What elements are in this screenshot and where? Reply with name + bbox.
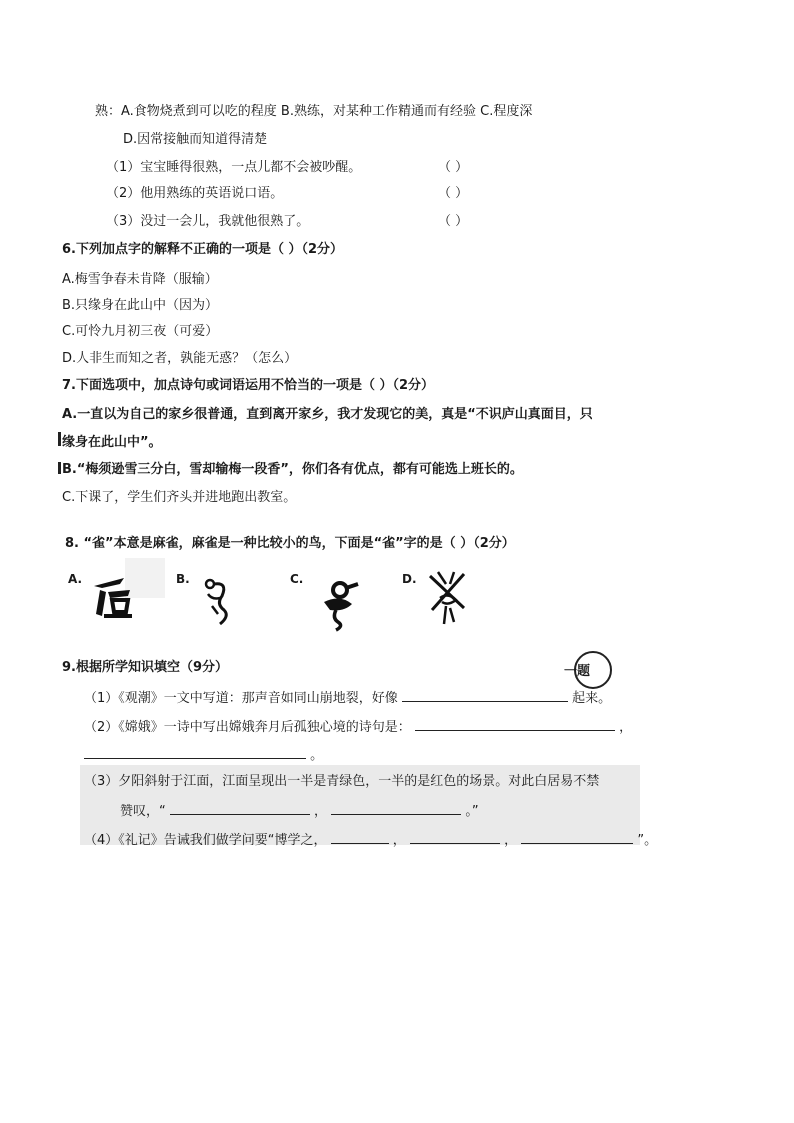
q6-option-d: D.人非生而知之者，孰能无惑？（怎么） bbox=[62, 351, 298, 366]
q6-option-c: C.可怜九月初三夜（可爱） bbox=[62, 324, 219, 339]
q8-option-b-label: B. bbox=[176, 572, 190, 586]
q9-item-4-blank-1[interactable] bbox=[331, 829, 389, 844]
grade-stamp bbox=[564, 651, 612, 689]
q8-option-c-label: C. bbox=[290, 572, 304, 586]
q9-item-4-close: ”。 bbox=[637, 833, 658, 848]
q9-item-4-comma-2: ， bbox=[504, 833, 518, 848]
q5-definition-line-2: D.因常接触而知道得清楚 bbox=[123, 132, 268, 147]
ancient-glyph-d-icon bbox=[424, 568, 472, 628]
q5-item-1: （1）宝宝睡得很熟，一点儿都不会被吵醒。 bbox=[106, 160, 362, 175]
q5-item-1-answer[interactable]: （ ） bbox=[438, 160, 469, 175]
q9-title: 9.根据所学知识填空（9分） bbox=[62, 660, 229, 675]
scan-edge-mark bbox=[58, 432, 61, 446]
q7-option-a-line1: A.一直以为自己的家乡很普通，直到离开家乡，我才发现它的美，真是“不识庐山真面目，只 bbox=[62, 407, 593, 422]
q6-option-a: A.梅雪争春未肯降（服输） bbox=[62, 272, 218, 287]
q9-item-3-blank-1[interactable] bbox=[170, 800, 310, 815]
q9-item-2-line2 bbox=[84, 744, 323, 766]
q5-item-3: （3）没过一会儿，我就他很熟了。 bbox=[106, 214, 310, 229]
q9-item-1-blank[interactable] bbox=[402, 687, 568, 702]
ancient-glyph-b-icon bbox=[198, 574, 238, 630]
q9-item-3-text: 赞叹，“ bbox=[120, 804, 166, 819]
q9-item-3: （3）夕阳斜射于江面，江面呈现出一半是青绿色，一半的是红色的场景。对此白居易不禁 bbox=[84, 774, 600, 789]
q9-item-3-blank-2[interactable] bbox=[331, 800, 461, 815]
q8-option-a-label: A. bbox=[68, 572, 83, 586]
q9-item-4-text: （4）《礼记》告诫我们做学问要“博学之， bbox=[84, 833, 327, 848]
q7-option-c: C.下课了，学生们齐头并进地跑出教室。 bbox=[62, 490, 297, 505]
q9-item-4 bbox=[84, 829, 657, 851]
q9-item-1-text: （1）《观潮》一文中写道：那声音如同山崩地裂，好像 bbox=[84, 691, 398, 706]
q9-item-2-blank-2[interactable] bbox=[84, 744, 306, 759]
q5-item-2-answer[interactable]: （ ） bbox=[438, 186, 469, 201]
q9-item-2-blank-1[interactable] bbox=[415, 716, 615, 731]
q9-item-2-text: （2）《嫦娥》一诗中写出嫦娥奔月后孤独心境的诗句是： bbox=[84, 720, 411, 735]
q5-item-3-answer[interactable]: （ ） bbox=[438, 214, 469, 229]
q6-title: 6.下列加点字的解释不正确的一项是（ ）（2分） bbox=[62, 242, 344, 257]
q9-item-1 bbox=[84, 687, 611, 709]
q9-item-2-comma: ， bbox=[619, 720, 633, 735]
q7-option-b: B.“梅须逊雪三分白，雪却输梅一段香”，你们各有优点，都有可能选上班长的。 bbox=[62, 462, 523, 477]
q9-item-4-blank-2[interactable] bbox=[410, 829, 500, 844]
q7-option-a-line2: 缘身在此山中”。 bbox=[62, 435, 162, 450]
ancient-glyph-a-icon bbox=[90, 572, 136, 620]
q9-item-3-line2 bbox=[120, 800, 479, 822]
q9-item-3-close: 。” bbox=[465, 804, 479, 819]
scan-edge-mark bbox=[58, 462, 61, 474]
ancient-glyph-c-icon bbox=[314, 576, 362, 632]
q9-item-4-blank-3[interactable] bbox=[521, 829, 633, 844]
q8-option-d-label: D. bbox=[402, 572, 417, 586]
q5-item-2: （2）他用熟练的英语说口语。 bbox=[106, 186, 284, 201]
q9-item-4-comma-1: ， bbox=[392, 833, 406, 848]
q9-item-2 bbox=[84, 716, 632, 738]
q9-item-1-tail: 起来。 bbox=[572, 691, 612, 706]
grade-stamp-text: 一题 bbox=[564, 664, 591, 679]
q6-option-b: B.只缘身在此山中（因为） bbox=[62, 298, 219, 313]
q5-definition-line: 熟：A.食物烧煮到可以吃的程度 B.熟练，对某种工作精通而有经验 C.程度深 bbox=[95, 104, 533, 119]
q7-title: 7.下面选项中，加点诗句或词语运用不恰当的一项是（ ）（2分） bbox=[62, 378, 435, 393]
q8-title: 8. “雀”本意是麻雀，麻雀是一种比较小的鸟，下面是“雀”字的是（ ）（2分） bbox=[65, 536, 515, 551]
q9-item-3-comma: ， bbox=[314, 804, 328, 819]
q9-item-2-period: 。 bbox=[310, 748, 324, 763]
